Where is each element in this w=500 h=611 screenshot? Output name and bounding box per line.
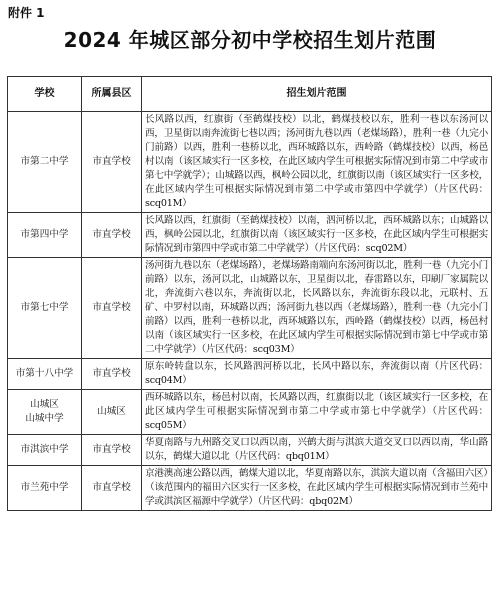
scope-cell: 华夏南路与九州路交叉口以西以南，兴鹤大街与淇滨大道交叉口以西以南，华山路以东，鹤煤大道以北（片区代码：qbq01M）: [142, 435, 492, 466]
scope-cell: 京港澳高速公路以西，鹤煤大道以北，华夏南路以东，淇滨大道以南（含福田六区）（该范围内的福田六区实行一区多校，在此区域内学生可根据实际情况到市兰苑中学或淇滨区福源中学就学）（片区代码：qbq02M）: [142, 466, 492, 511]
table-header-row: [8, 77, 492, 112]
table-row: [8, 359, 492, 390]
table-body: [8, 112, 492, 511]
column-header-school: 学校: [8, 77, 82, 112]
district-cell: 市直学校: [82, 359, 142, 390]
column-header-district: 所属县区: [82, 77, 142, 112]
table-row: [8, 213, 492, 258]
table-row: [8, 258, 492, 359]
scope-cell: 西环城路以东，杨邑村以南，长风路以西，红旗街以北（该区域实行一区多校，在此区域内学生可根据实际情况到市第二中学或市第七中学就学）（片区代码：scq05M）: [142, 390, 492, 435]
district-cell: 市直学校: [82, 435, 142, 466]
school-cell: 市第四中学: [8, 213, 82, 258]
scope-cell: 长风路以西，红旗街（至鹤煤技校）以南，泗河桥以北，西环城路以东；山城路以西，枫岭公园以北，红旗街以南（该区域实行一区多校，在此区域内学生可根据实际情况到市第四中学或市第二中学就学）（片区代码：scq02M）: [142, 213, 492, 258]
district-cell: 市直学校: [82, 466, 142, 511]
school-cell: 市淇滨中学: [8, 435, 82, 466]
school-cell: 市兰苑中学: [8, 466, 82, 511]
district-cell: 市直学校: [82, 213, 142, 258]
school-cell: 山城区 山城中学: [8, 390, 82, 435]
school-cell: 市第十八中学: [8, 359, 82, 390]
enrollment-zone-table: [7, 76, 492, 511]
table-row: [8, 435, 492, 466]
school-cell: 市第七中学: [8, 258, 82, 359]
attachment-label: 附件 1: [8, 6, 45, 20]
table-row: [8, 112, 492, 213]
table-row: [8, 390, 492, 435]
district-cell: 市直学校: [82, 112, 142, 213]
scope-cell: 原东岭转盘以东，长风路泗河桥以北，长风中路以东，奔流街以南（片区代码：scq04M）: [142, 359, 492, 390]
scope-cell: 长风路以西，红旗街（至鹤煤技校）以北，鹤煤技校以东，胜利一巷以东汤河以西，卫星街以南奔流街七巷以西；汤河街九巷以西（老煤场路），胜利一巷（九完小门前路）以西，胜利一巷桥以北，西环城路以东，西岭路（鹤煤技校）以西，杨邑村以南（该区域实行一区多校，在此区域内学生可根据实际情况到市第二中学或市第七中学就学）；山城路以西，枫岭公园以北，红旗街以南（该区域实行一区多校，在此区域内学生可根据实际情况到市第二中学或市第四中学就学）（片区代码：scq01M）: [142, 112, 492, 213]
district-cell: 市直学校: [82, 258, 142, 359]
page-title: 2024 年城区部分初中学校招生划片范围: [63, 28, 437, 52]
district-cell: 山城区: [82, 390, 142, 435]
column-header-scope: 招生划片范围: [142, 77, 492, 112]
scope-cell: 汤河街九巷以东（老煤场路），老煤场路南端向东汤河街以北，胜利一巷（九完小门前路）以东，汤河以北，山城路以东，卫星街以北，春雷路以东，印刷厂家属院以北，奔流街六巷以东，奔流街以北，长风路以东，奔流街东段以北，元联村、五矿、中罗村以南，环城路以西；汤河街九巷以西（老煤场路），胜利一巷（九完小门前路）以西，胜利一巷桥以北，西环城路以东，西岭路（鹤煤技校）以西，杨邑村以南（该区域实行一区多校，在此区域内学生可根据实际情况到市第七中学或市第二中学就学）（片区代码：scq03M）: [142, 258, 492, 359]
school-cell: 市第二中学: [8, 112, 82, 213]
table-row: [8, 466, 492, 511]
